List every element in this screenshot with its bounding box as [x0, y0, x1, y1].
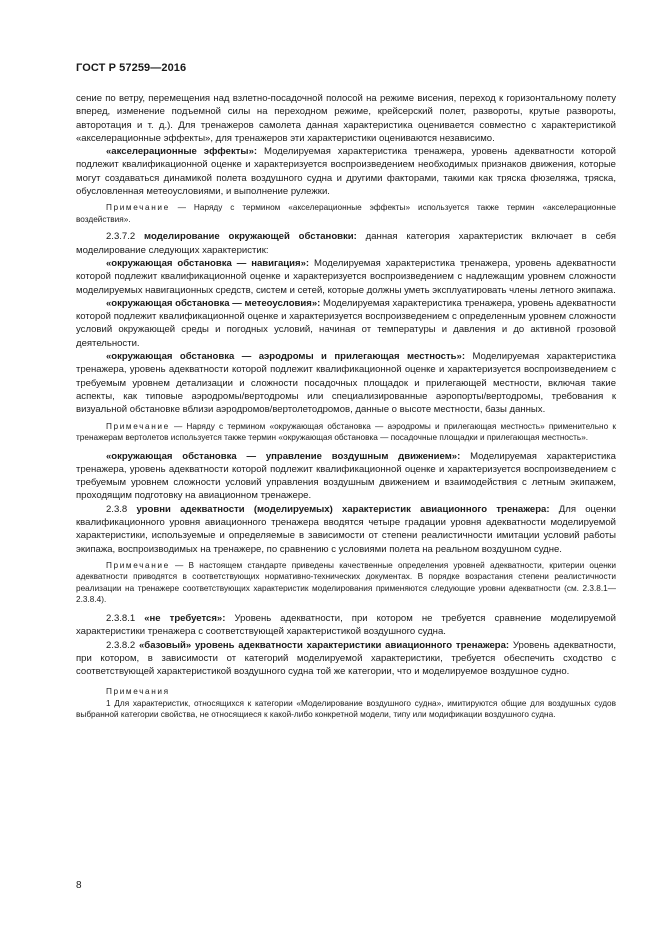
note-text: — В настоящем стандарте приведены качественные определения уровней адекватности, критерии оценки адекватности приводятся в соответствующих нормативно-технических документах. В порядке возрастания степени реалистичности реализации на тренажере соответствующих характеристик моделирования применяются следующие уровни адекватности (см. 2.3.8.1—2.3.8.4). — [76, 560, 616, 605]
term: «окружающая обстановка — метеоусловия»: — [106, 297, 321, 309]
definition-text: данная категория характеристик включает в себя моделирование следующих характеристик: — [76, 231, 616, 256]
definition-text: Моделируемая характеристика тренажера, уровень адекватности которой подлежит квалификационной оценке и характеризуется воспроизведением с требуемым уровнем сложности условий управления воздушным движением и взаимодействия с летным экипажем, проходящим подготовку на авиационном тренажере. — [76, 450, 616, 502]
definition-text: Уровень адекватности, при котором не требуется сравнение моделируемой характеристики тренажера с соответствующей характеристикой воздушного судна. — [76, 612, 616, 638]
note-2 — [76, 421, 616, 444]
note-label: Примечания — [106, 687, 170, 697]
definition-text: Уровень адекватности, при котором, в зависимости от категорий моделируемой характеристики, требуется обеспечить сходство с соответствующей характеристикой воздушного судна той же категории, что и моделируемое воздушное судно. — [76, 639, 616, 678]
term: «окружающая обстановка — навигация»: — [106, 257, 310, 269]
note-3 — [76, 560, 616, 606]
note-text: — Наряду с термином «окружающая обстановка — аэродромы и прилегающая местность» применительно к тренажерам вертолетов используется также термин «окружающая обстановка — посадочные площадки и прилегающая местность». — [76, 421, 616, 443]
clause-2-3-8-1 — [76, 612, 616, 639]
clause-2-3-8 — [76, 503, 616, 556]
clause-2-3-7-2 — [76, 230, 616, 257]
definition-text: Моделируемая характеристика тренажера, уровень адекватности которой подлежит квалификационной оценке и характеризуется воспроизведением с надлежащим уровнем сложности моделируемых навигационных средств, систем и сетей, которые должны уметь эксплуатировать члены летного экипажа. — [76, 257, 616, 296]
definition-text: Моделируемая характеристика тренажера, уровень адекватности которой подлежит квалификационной оценке и характеризуется воспроизведением необходимых признаков движения, которые могут создаваться динамикой полета воздушного судна и другими факторами, такими как тряска фюзеляжа, тряска, обусловленная метеоусловиями, и выполнение рулежки. — [76, 146, 616, 198]
term: моделирование окружающей обстановки: — [144, 231, 357, 243]
note-1 — [76, 202, 616, 225]
clause-number: 2.3.8 — [106, 503, 137, 515]
definition-aerodromes — [76, 350, 616, 416]
document-header — [76, 62, 186, 74]
term: уровни адекватности (моделируемых) характеристик авиационного тренажера: — [136, 503, 550, 515]
clause-number: 2.3.8.2 — [106, 639, 139, 651]
notes-heading — [76, 686, 616, 698]
note-4-item-1: 1 Для характеристик, относящихся к категории «Моделирование воздушного судна», имитируются общие для воздушных судов выбранной категории свойства, не относящиеся к какой-либо конкретной модели, типу или модификации воздушного судна. — [76, 698, 616, 720]
definition-navigation — [76, 257, 616, 297]
term: «окружающая обстановка — аэродромы и прилегающая местность»: — [106, 351, 466, 363]
term: «окружающая обстановка — управление воздушным движением»: — [106, 450, 461, 462]
page-number: 8 — [76, 880, 82, 891]
note-text: — Наряду с термином «акселерационные эффекты» используется также термин «акселерационные воздействия». — [76, 203, 616, 224]
clause-number: 2.3.7.2 — [106, 231, 145, 243]
standard-number: ГОСТ Р 57259—2016 — [76, 62, 187, 74]
definition-text: Для оценки квалификационного уровня авиационного тренажера вводятся четыре градации уровня адекватности моделируемой характеристики, используемые и определяемые в зависимости от степени реалистичности имитации условий работы экипажа, воспроизводимых на тренажере, по сравнению с условиями полета на реальном воздушном судне. — [76, 503, 617, 555]
term: «базовый» уровень адекватности характеристики авиационного тренажера: — [139, 639, 510, 651]
note-label: Примечание — [106, 203, 170, 213]
clause-2-3-8-2 — [76, 639, 616, 679]
note-label: Примечание — [106, 560, 170, 570]
clause-number: 2.3.8.1 — [106, 612, 145, 624]
note-label: Примечание — [106, 421, 170, 431]
definition-atc — [76, 450, 616, 503]
definition-text: Моделируемая характеристика тренажера, уровень адекватности которой подлежит квалификационной оценке и характеризуется воспроизведением с требуемым уровнем детализации и сложности посадочных площадок и прилегающей местности, включая такие аспекты, как типовые аэродромы/вертодромы или специализированные аэропорты/вертодромы, требования к визуальной обстановке вблизи аэродромов/вертолетодромов, данные о высоте местности, базы данных. — [76, 351, 616, 416]
definition-weather — [76, 297, 616, 350]
definition-acceleration-effects — [76, 145, 616, 198]
term: «акселерационные эффекты»: — [106, 146, 258, 158]
definition-text: Моделируемая характеристика тренажера, уровень адекватности которой подлежит квалификационной оценке и характеризуется воспроизведением с определенным уровнем сложности условий окружающей среды и погодных условий, начиная от температуры и давления и до активной грозовой деятельности. — [76, 297, 617, 349]
page-body — [76, 92, 616, 726]
paragraph-continuation: сение по ветру, перемещения над взлетно-посадочной полосой на режиме висения, переход к горизонтальному полету вперед, изменение подъемной силы на переходном режиме, крейсерский полет, развороты, крутые развороты, авторотация и т. д.). Для тренажеров самолета данная характеристика оценивается совместно с характеристикой «акселерационные эффекты», для тренажеров эти характеристики оцениваются независимо. — [76, 93, 616, 144]
term: «не требуется»: — [144, 612, 226, 624]
